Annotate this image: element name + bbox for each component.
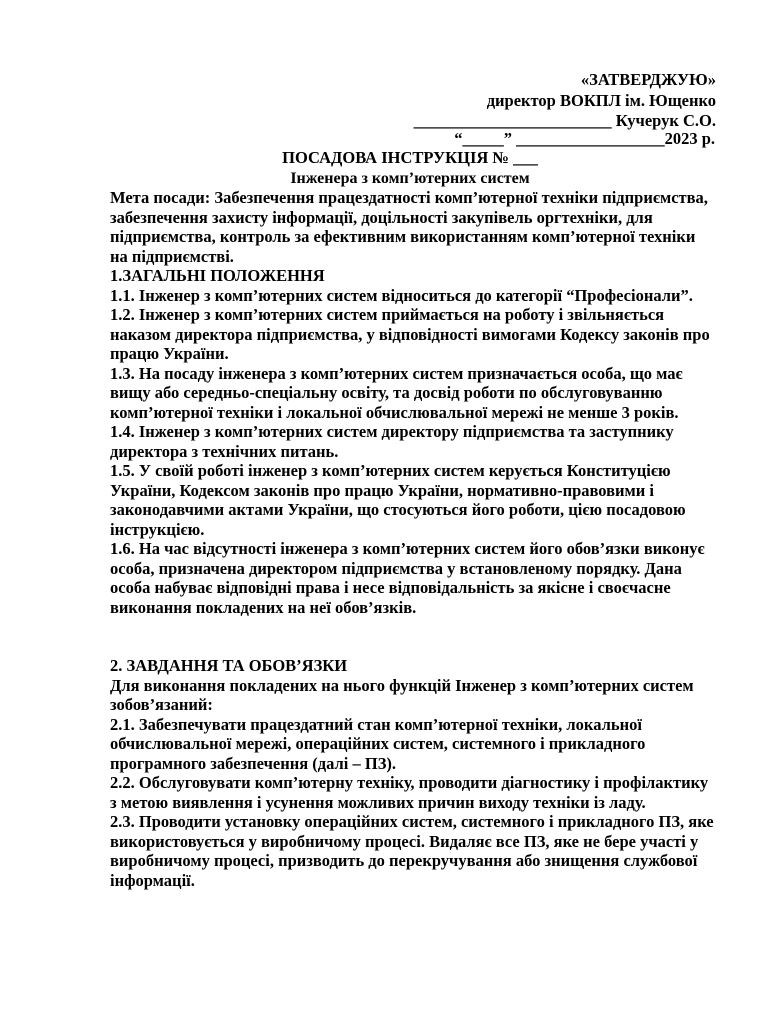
section2-item: 2.2. Обслуговувати комп’ютерну техніку, проводити діагностику і профілактику з метою виявлення і усунення можливих причин виходу техніки із ладу. xyxy=(110,773,709,812)
section1-item: 1.1. Інженер з комп’ютерних систем відноситься до категорії “Професіонали”. xyxy=(110,285,693,305)
section1-item: 1.6. На час відсутності інженера з комп’ютерних систем його обов’язки виконує особа, призначена директором підприємства у встановленому порядку. Дана особа набуває відповідні права і несе відповідальність за якісне і своєчасне виконання покладених на неї обов’язків. xyxy=(110,539,705,617)
section1-item: 1.5. У своїй роботі інженер з комп’ютерних систем керується Конституцією України, Кодексом законів про працю України, нормативно-правовими і законодавчими актами України, що стосуються його роботи, цією посадовою інструкцією. xyxy=(110,461,686,539)
approval-heading: «ЗАТВЕРДЖУЮ» xyxy=(580,70,716,89)
approval-date-line: “_____” __________________2023 р. xyxy=(454,129,715,148)
section1-item: 1.2. Інженер з комп’ютерних систем приймається на роботу і звільняється наказом директора підприємства, у відповідності вимогами Кодексу законів про працю України. xyxy=(110,305,710,363)
title-block xyxy=(110,129,715,188)
section1-item: 1.4. Інженер з комп’ютерних систем директору підприємства та заступнику директора з технічних питань. xyxy=(110,422,674,461)
document-subtitle: Інженера з комп’ютерних систем xyxy=(290,169,530,187)
approval-signature-line: ________________________ Кучерук С.О. xyxy=(413,111,716,130)
approval-position: директор ВОКПЛ ім. Ющенко xyxy=(486,90,716,110)
section2-item: 2.3. Проводити установку операційних систем, системного і прикладного ПЗ, яке використовується у виробничому процесі. Видаляє все ПЗ, яке не бере участі у виробничому процесі, призводить до перекручування або знищення службової інформації. xyxy=(110,812,714,890)
section2-heading: 2. ЗАВДАННЯ ТА ОБОВ’ЯЗКИ xyxy=(110,656,348,675)
document-body xyxy=(110,188,715,890)
section2-intro: Для виконання покладених на нього функцій Інженер з комп’ютерних систем зобов’язаний: xyxy=(110,675,694,714)
section-spacer xyxy=(110,617,715,656)
section1-item: 1.3. На посаду інженера з комп’ютерних систем призначається особа, що має вищу або середньо-спеціальну освіту, та досвід роботи по обслуговуванню комп’ютерної техніки і локальної обчислювальної мережі не менше 3 років. xyxy=(110,363,683,422)
document-title: ПОСАДОВА ІНСТРУКЦІЯ № ___ xyxy=(282,148,538,167)
purpose-paragraph: Мета посади: Забезпечення працездатності комп’ютерної техніки підприємства, забезпечення захисту інформації, доцільності закупівель оргтехніки, для підприємства, контроль за ефективним використанням комп’ютерної техніки на підприємстві. xyxy=(110,188,708,266)
section2-item: 2.1. Забезпечувати працездатний стан комп’ютерної техніки, локальної обчислювальної мережі, операційних систем, системного і прикладного програмного забезпечення (далі – ПЗ). xyxy=(110,714,646,773)
approval-block xyxy=(414,70,716,132)
section1-heading: 1.ЗАГАЛЬНІ ПОЛОЖЕННЯ xyxy=(110,266,325,285)
